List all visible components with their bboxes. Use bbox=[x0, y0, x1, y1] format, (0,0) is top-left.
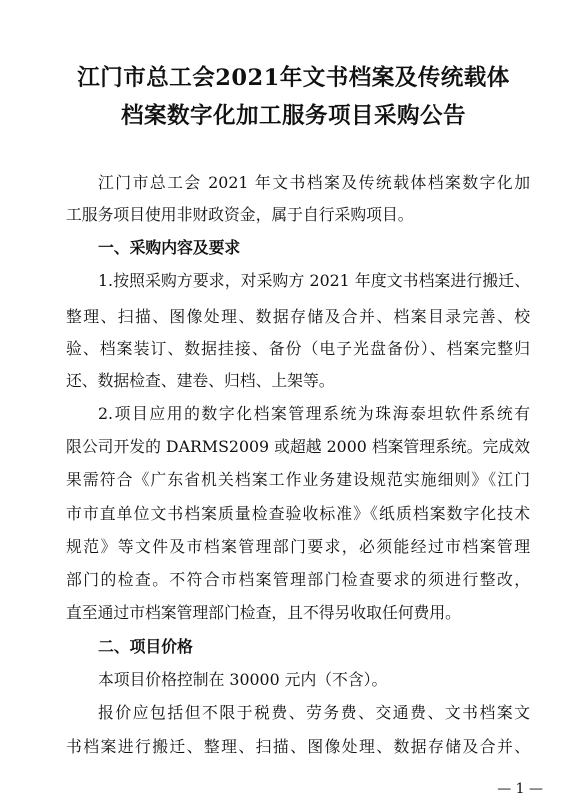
paragraph-line: 整理、扫描、图像处理、数据存储及合并、档案目录完善、校 bbox=[66, 307, 530, 326]
section-heading-2: 二、项目价格 bbox=[98, 637, 193, 656]
paragraph-line: 还、数据检查、建卷、归档、上架等。 bbox=[66, 371, 335, 390]
section-heading-1: 一、采购内容及要求 bbox=[98, 238, 241, 257]
paragraph-line: 本项目价格控制在 30000 元内（不含）。 bbox=[98, 670, 388, 689]
paragraph-line: 验、档案装订、数据挂接、备份（电子光盘备份）、档案完整归 bbox=[66, 339, 530, 358]
paragraph-line: 部门的检查。不符合市档案管理部门检查要求的须进行整改， bbox=[66, 570, 530, 589]
document-title-line-1: 江门市总工会2021年文书档案及传统载体 bbox=[77, 65, 510, 91]
paragraph-line: 市市直单位文书档案质量检查验收标准》《纸质档案数字化技术 bbox=[66, 504, 530, 523]
paragraph-line: 果需符合《广东省机关档案工作业务建设规范实施细则》《江门 bbox=[66, 470, 530, 489]
document-title-line-2: 档案数字化加工服务项目采购公告 bbox=[120, 103, 466, 129]
paragraph-line: 2.项目应用的数字化档案管理系统为珠海泰坦软件系统有 bbox=[98, 404, 530, 423]
paragraph-line: 江门市总工会 2021 年文书档案及传统载体档案数字化加 bbox=[98, 173, 530, 192]
paragraph-line: 工服务项目使用非财政资金，属于自行采购项目。 bbox=[66, 205, 414, 224]
paragraph-line: 书档案进行搬迁、整理、扫描、图像处理、数据存储及合并、 bbox=[66, 737, 530, 756]
paragraph-line: 直至通过市档案管理部门检查，且不得另收取任何费用。 bbox=[66, 603, 461, 622]
paragraph-line: 规范》等文件及市档案管理部门要求，必须能经过市档案管理 bbox=[66, 537, 530, 556]
paragraph-line: 1.按照采购方要求，对采购方 2021 年度文书档案进行搬迁、 bbox=[98, 271, 530, 290]
paragraph-line: 限公司开发的 DARMS2009 或超越 2000 档案管理系统。完成效 bbox=[66, 437, 530, 456]
paragraph-line: 报价应包括但不限于税费、劳务费、交通费、文书档案文 bbox=[98, 703, 530, 722]
page-number: — 1 — bbox=[497, 781, 543, 797]
